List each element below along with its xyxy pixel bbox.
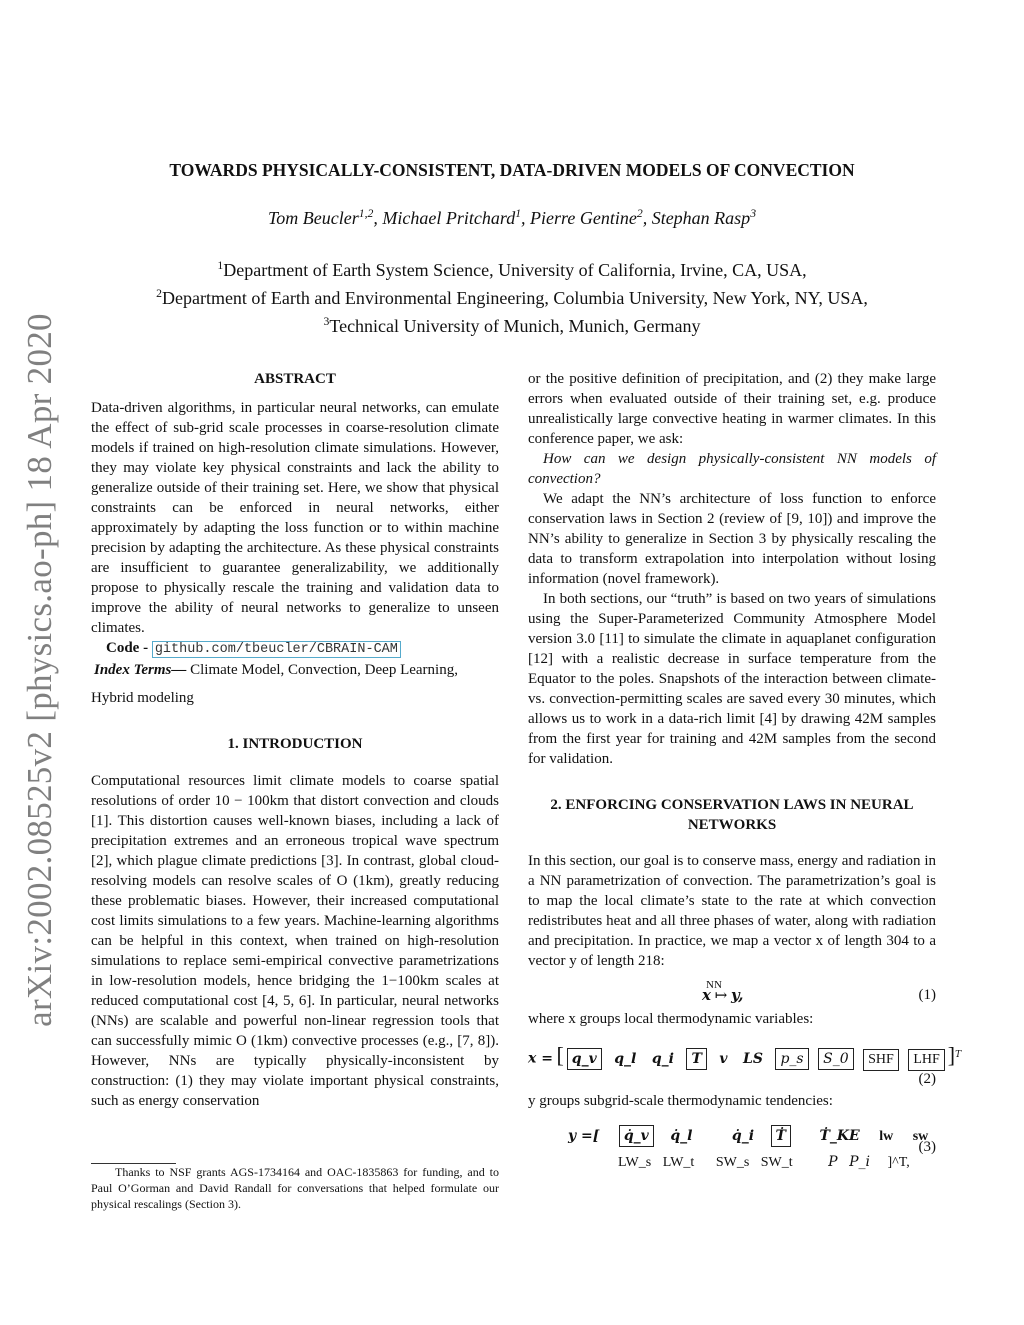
affiliations [0, 254, 1024, 338]
eq3-term: Ṫ [771, 1125, 791, 1147]
eq3-term: sw [912, 1129, 929, 1144]
eq3-term: LW_s [618, 1155, 652, 1170]
eq3-term: SW_t [760, 1155, 793, 1170]
author-name: Pierre Gentine [530, 208, 637, 228]
section2-heading: 2. ENFORCING CONSERVATION LAWS IN NEURAL NETWORKS [550, 797, 914, 833]
equation-1: NN x ↦ y, (1) [702, 979, 936, 1004]
affiliation: $^3$Technical University of Munich, Munich, Germany [323, 315, 701, 336]
eq2-term: SHF [863, 1049, 899, 1071]
eq3-term: SW_s [715, 1155, 750, 1170]
eq2-term: p_s [775, 1048, 808, 1070]
eq2-term: S_0 [818, 1048, 854, 1070]
intro-paragraph: Computational resources limit climate models to coarse spatial resolutions of order 10 − 100km that distort convection and clouds [1]. This distortion causes well-known biases, including a lack of precipitation extremes and an erroneous tropical wave spectrum [2], which plague climate predictions [3]. In contrast, global cloud-resolving models can resolve scales of O (1km), greatly reducing these problematic biases. However, their increased computational cost limits simulations to a few years. Machine-learning algorithms can be helpful in this context, when trained on high-resolution simulations to replace semi-empirical convective parametrizations in low-resolution models, hence bridging the 1−100km scales at reduced computational cost [4, 5, 6]. In particular, neural networks (NNs) are scalable and powerful non-linear regression tools that can successfully mimic O (1km) convective processes (e.g., [7, 8]). However, NNs are typically physically-inconsistent by construction: (1) they may violate important physical constraints, such as energy conservation [91, 773, 499, 1109]
right-column [528, 369, 962, 1187]
left-column [91, 369, 499, 1111]
eq2-term: T [686, 1048, 706, 1070]
eq3-term: P [828, 1154, 838, 1170]
index-terms-continued: Hybrid modeling [91, 690, 194, 706]
eq3-term: Ṫ_KE [819, 1128, 860, 1144]
index-terms [91, 660, 499, 680]
paper-title: TOWARDS PHYSICALLY-CONSISTENT, DATA-DRIVEN MODELS OF CONVECTION [169, 160, 855, 180]
eq2-term: q_l [614, 1050, 637, 1067]
code-link[interactable]: github.com/tbeucler/CBRAIN-CAM [152, 641, 401, 658]
eq2-term: LS [743, 1050, 763, 1067]
equation-3: y =[ q̇_v q̇_l q̇_i Ṫ Ṫ_KE lw sw LW_s LW_t SW_s SW_t P P_i ]^T, (3) [528, 1125, 936, 1187]
outline-paragraph: We adapt the NN’s architecture of loss function to enforce conservation laws in Section 2 (review of [9, 10]) and improve the NN’s ability to generalize in Section 3 by physically rescaling the data to transform extrapolation into interpolation without losing information (novel framework). [528, 491, 936, 587]
eq3-term: LW_t [662, 1155, 695, 1170]
arxiv-identifier [6, 313, 74, 1027]
section2-paragraph: In this section, our goal is to conserve mass, energy and radiation in a NN parametrization of convection. The parametrization’s goal is to map the local climate’s state to the rate at which convection redistributes heat and all three phases of water, along with radiation and precipitation. In practice, we map a vector x of length 304 to a vector y of length 218: [528, 853, 936, 969]
arxiv-id-text: arXiv:2002.08525v2 [physics.ao-ph] 18 Apr 2020 [20, 313, 59, 1027]
eq3-term: lw [879, 1129, 894, 1144]
index-terms-label: Index Terms— [94, 662, 187, 678]
research-question: How can we design physically-consistent NN models of convection? [528, 451, 936, 487]
intro-continued: or the positive definition of precipitation, and (2) they make large errors when evaluated outside of their training set, e.g. produce unrealistically large convective heating in warmer climates. In this conference paper, we ask: [528, 371, 936, 447]
data-paragraph: In both sections, our “truth” is based on two years of simulations using the Super-Parameterized Community Atmosphere Model version 3.0 [11] to simulate the climate in aquaplanet configuration [12] with a realistic decrease in surface temperature from the Equator to the poles. Snapshots of the interaction between climate- vs. convection-permitting scales are saved every 30 minutes, which allows us to work in a data-rich limit [4] by drawing 42M samples from the first year for training and 42M samples from the second for validation. [528, 591, 936, 767]
author-list: Tom Beucler$^{1,2}$, Michael Pritchard$^1$, Pierre Gentine$^2$, Stephan Rasp$^3$ [267, 207, 757, 228]
affiliation: $^1$Department of Earth System Science, University of California, Irvine, CA, USA, [217, 259, 807, 280]
eq3-term: q̇_i [731, 1128, 755, 1144]
eq2-term: LHF [908, 1049, 944, 1071]
equation-2: x = [ q_v q_l q_i T v LS p_s S_0 SHF LHF ]$^T$ (2) [528, 1042, 962, 1087]
equation-number: (3) [918, 1139, 936, 1155]
footnote: Thanks to NSF grants AGS-1734164 and OAC-1835863 for funding, and to Paul O’Gorman and David Randall for conversations that helped formulate our physical rescalings (Section 3). [91, 1165, 499, 1211]
author-name: Michael Pritchard [382, 208, 516, 228]
y-description: y groups subgrid-scale thermodynamic tendencies: [528, 1093, 833, 1109]
eq3-term: q̇_v [619, 1125, 654, 1147]
equation-number: (1) [918, 987, 936, 1003]
equation-number: (2) [918, 1071, 936, 1087]
code-label: Code - [106, 640, 149, 656]
index-terms-text: Climate Model, Convection, Deep Learning, [190, 662, 458, 678]
abstract-heading: ABSTRACT [254, 371, 336, 387]
author-name: Stephan Rasp [651, 208, 751, 228]
abstract-body: Data-driven algorithms, in particular neural networks, can emulate the effect of sub-grid scale processes in coarse-resolution climate models if trained on high-resolution climate simulations. However, they may violate key physical constraints and lack the ability to generalize outside of their training set. Here, we show that physical constraints can be enforced in neural networks, either approximately by adapting the loss function or to within machine precision by adapting the architecture. As these physical constraints are insufficient to guarantee generalizability, we additionally propose to physically rescale the training and validation data to improve the ability of neural networks to generalize to unseen climates. [91, 400, 499, 636]
x-description: where x groups local thermodynamic variables: [528, 1011, 814, 1027]
code-line [91, 638, 499, 660]
eq3-term: q̇_l [670, 1128, 693, 1144]
intro-heading: 1. INTRODUCTION [227, 736, 363, 752]
author-name: Tom Beucler [267, 208, 359, 228]
eq2-term: q_i [651, 1050, 674, 1067]
eq3-term: ]^T, [887, 1155, 910, 1170]
eq3-term: P_i [849, 1154, 870, 1170]
affiliation: $^2$Department of Earth and Environmental Engineering, Columbia University, New York, NY, USA, [156, 287, 868, 308]
eq2-term: q_v [567, 1048, 602, 1070]
eq2-term: v [719, 1050, 728, 1067]
